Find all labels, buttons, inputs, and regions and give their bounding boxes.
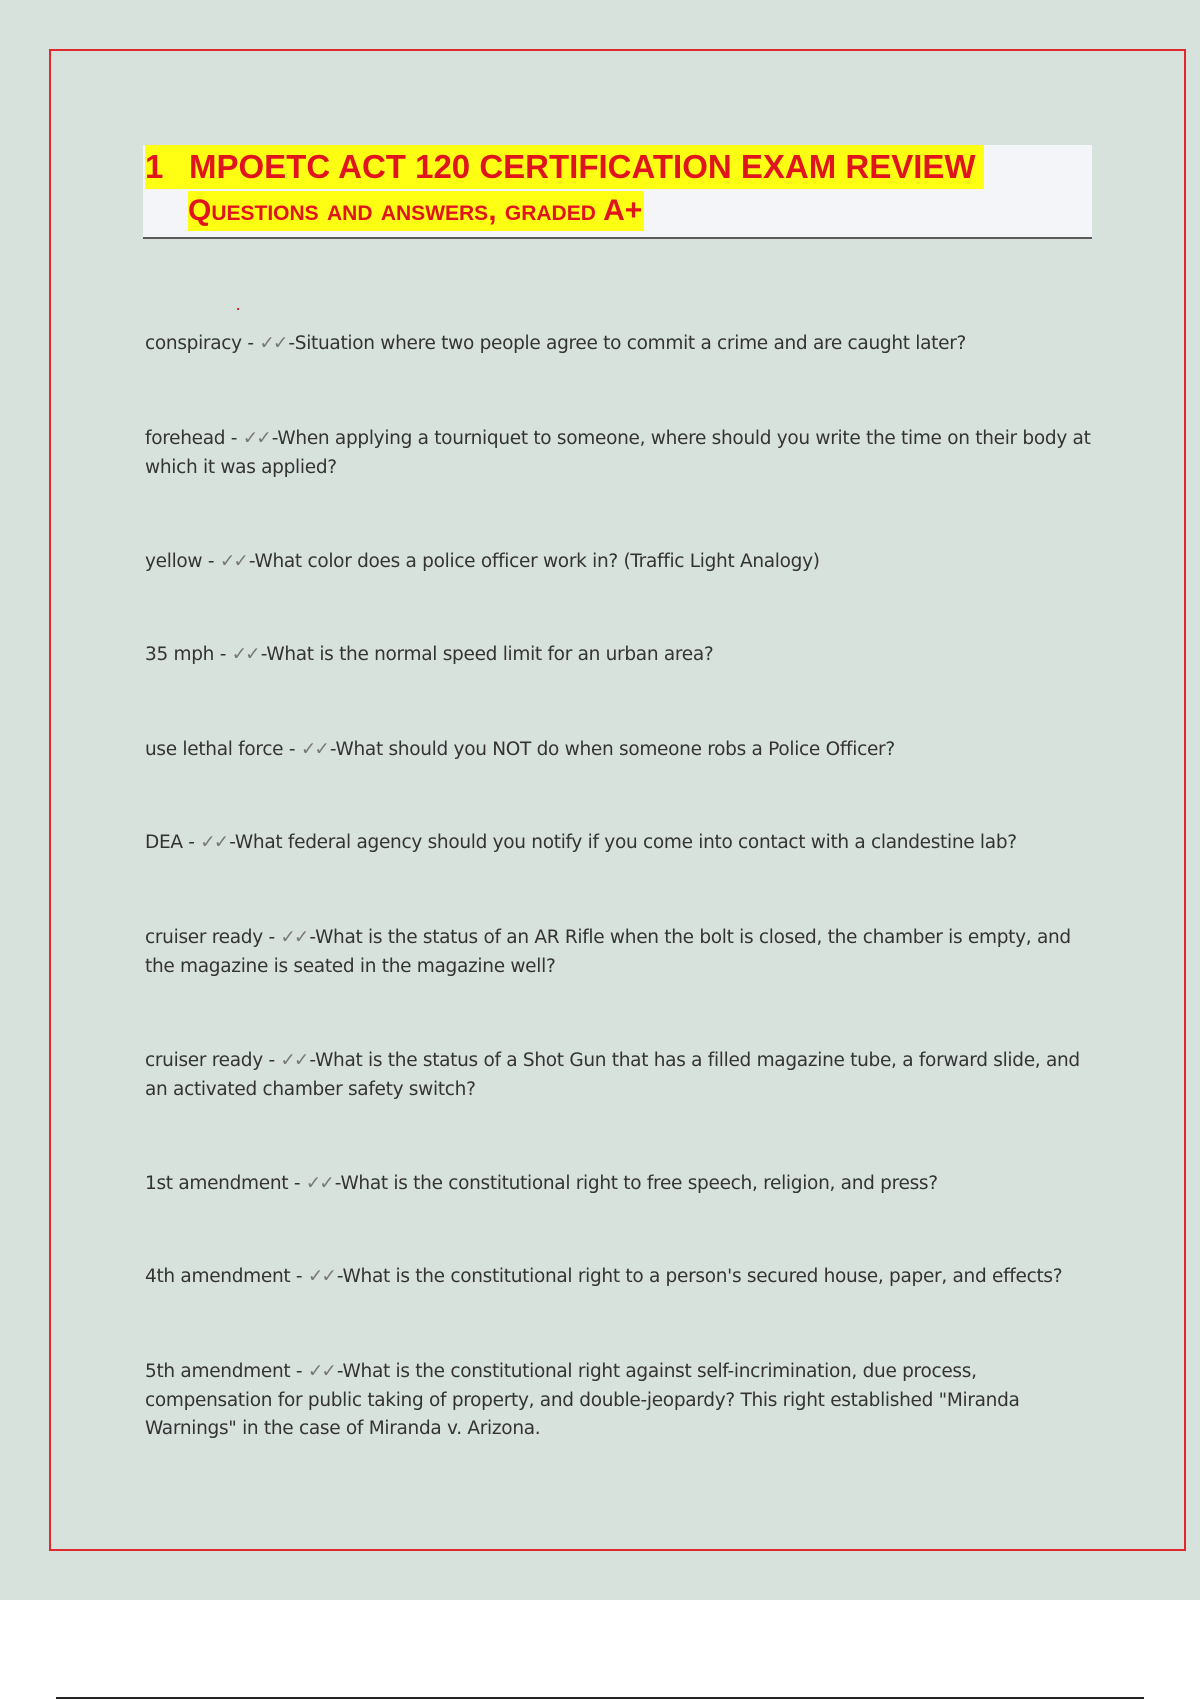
double-check-icon: ✓✓ <box>200 832 228 853</box>
title-block <box>143 145 1092 239</box>
qa-answer: 1st amendment <box>145 1173 289 1194</box>
double-check-icon: ✓✓ <box>305 1173 333 1194</box>
double-check-icon: ✓✓ <box>280 927 308 948</box>
qa-answer: use lethal force <box>145 739 284 760</box>
title-subtitle: Questions and answers, graded A+ <box>188 191 644 231</box>
qa-item: 35 mph - ✓✓ -What is the normal speed limit for an urban area? <box>145 644 714 665</box>
double-check-icon: ✓✓ <box>307 1266 335 1287</box>
double-check-icon: ✓✓ <box>231 644 259 665</box>
qa-item: conspiracy - ✓✓ -Situation where two people agree to commit a crime and are caught later? <box>145 333 967 354</box>
double-check-icon: ✓✓ <box>242 428 270 449</box>
double-check-icon: ✓✓ <box>280 1050 308 1071</box>
qa-question: What is the status of a Shot Gun that has a filled magazine tube, a forward slide, and an activated chamber safety switch? <box>145 1050 1080 1100</box>
qa-item: 1st amendment - ✓✓ -What is the constitutional right to free speech, religion, and press? <box>145 1173 938 1194</box>
qa-answer: 5th amendment <box>145 1361 291 1382</box>
heading-number: 1 <box>145 148 164 185</box>
qa-answer: conspiracy <box>145 333 242 354</box>
qa-answer: 35 mph <box>145 644 215 665</box>
qa-question: What is the constitutional right to free speech, religion, and press? <box>340 1173 938 1194</box>
qa-question: What is the constitutional right against self-incrimination, due process, compensation for public taking of property, and double-jeopardy? This right established "Miranda Warnings" in the case of Miranda v. Arizona. <box>145 1361 1020 1439</box>
qa-question: When applying a tourniquet to someone, where should you write the time on their body at which it was applied? <box>145 428 1091 478</box>
qa-item: 4th amendment - ✓✓ -What is the constitutional right to a person's secured house, paper, and effects? <box>145 1266 1063 1287</box>
qa-answer: yellow <box>145 551 203 572</box>
qa-answer: 4th amendment <box>145 1266 291 1287</box>
qa-question: What is the status of an AR Rifle when the bolt is closed, the chamber is empty, and the magazine is seated in the magazine well? <box>145 927 1071 977</box>
qa-answer: cruiser ready <box>145 927 263 948</box>
page-border <box>49 49 1186 1551</box>
qa-question: What federal agency should you notify if you come into contact with a clandestine lab? <box>234 832 1017 853</box>
qa-question: Situation where two people agree to commit a crime and are caught later? <box>294 333 967 354</box>
qa-answer: forehead <box>145 428 226 449</box>
qa-answer: cruiser ready <box>145 1050 263 1071</box>
qa-question: What color does a police officer work in? (Traffic Light Analogy) <box>254 551 820 572</box>
double-check-icon: ✓✓ <box>307 1361 335 1382</box>
qa-question: What is the normal speed limit for an urban area? <box>266 644 714 665</box>
qa-item: cruiser ready - ✓✓ -What is the status of an AR Rifle when the bolt is closed, the chamber is empty, and the magazine is seated in the magazine well? <box>145 927 1071 977</box>
qa-item: cruiser ready - ✓✓ -What is the status of a Shot Gun that has a filled magazine tube, a forward slide, and an activated chamber safety switch? <box>145 1050 1080 1100</box>
stray-mark <box>237 308 239 310</box>
qa-item: DEA - ✓✓ -What federal agency should you notify if you come into contact with a clandestine lab? <box>145 832 1017 853</box>
qa-question: What is the constitutional right to a person's secured house, paper, and effects? <box>342 1266 1063 1287</box>
title-main: MPOETC ACT 120 CERTIFICATION EXAM REVIEW <box>189 148 976 185</box>
double-check-icon: ✓✓ <box>259 333 287 354</box>
double-check-icon: ✓✓ <box>300 739 328 760</box>
qa-item: 5th amendment - ✓✓ -What is the constitutional right against self-incrimination, due process, compensation for public taking of property, and double-jeopardy? This right established "Miranda Warnings" in the case of Miranda v. Arizona. <box>145 1361 1020 1439</box>
qa-item: use lethal force - ✓✓ -What should you NOT do when someone robs a Police Officer? <box>145 739 895 760</box>
qa-answer: DEA <box>145 832 183 853</box>
qa-item: yellow - ✓✓ -What color does a police officer work in? (Traffic Light Analogy) <box>145 551 820 572</box>
double-check-icon: ✓✓ <box>219 551 247 572</box>
qa-question: What should you NOT do when someone robs a Police Officer? <box>335 739 895 760</box>
title-line1 <box>145 145 984 189</box>
qa-item: forehead - ✓✓ -When applying a tourniquet to someone, where should you write the time on their body at which it was applied? <box>145 428 1091 478</box>
footer-divider <box>56 1697 1144 1699</box>
